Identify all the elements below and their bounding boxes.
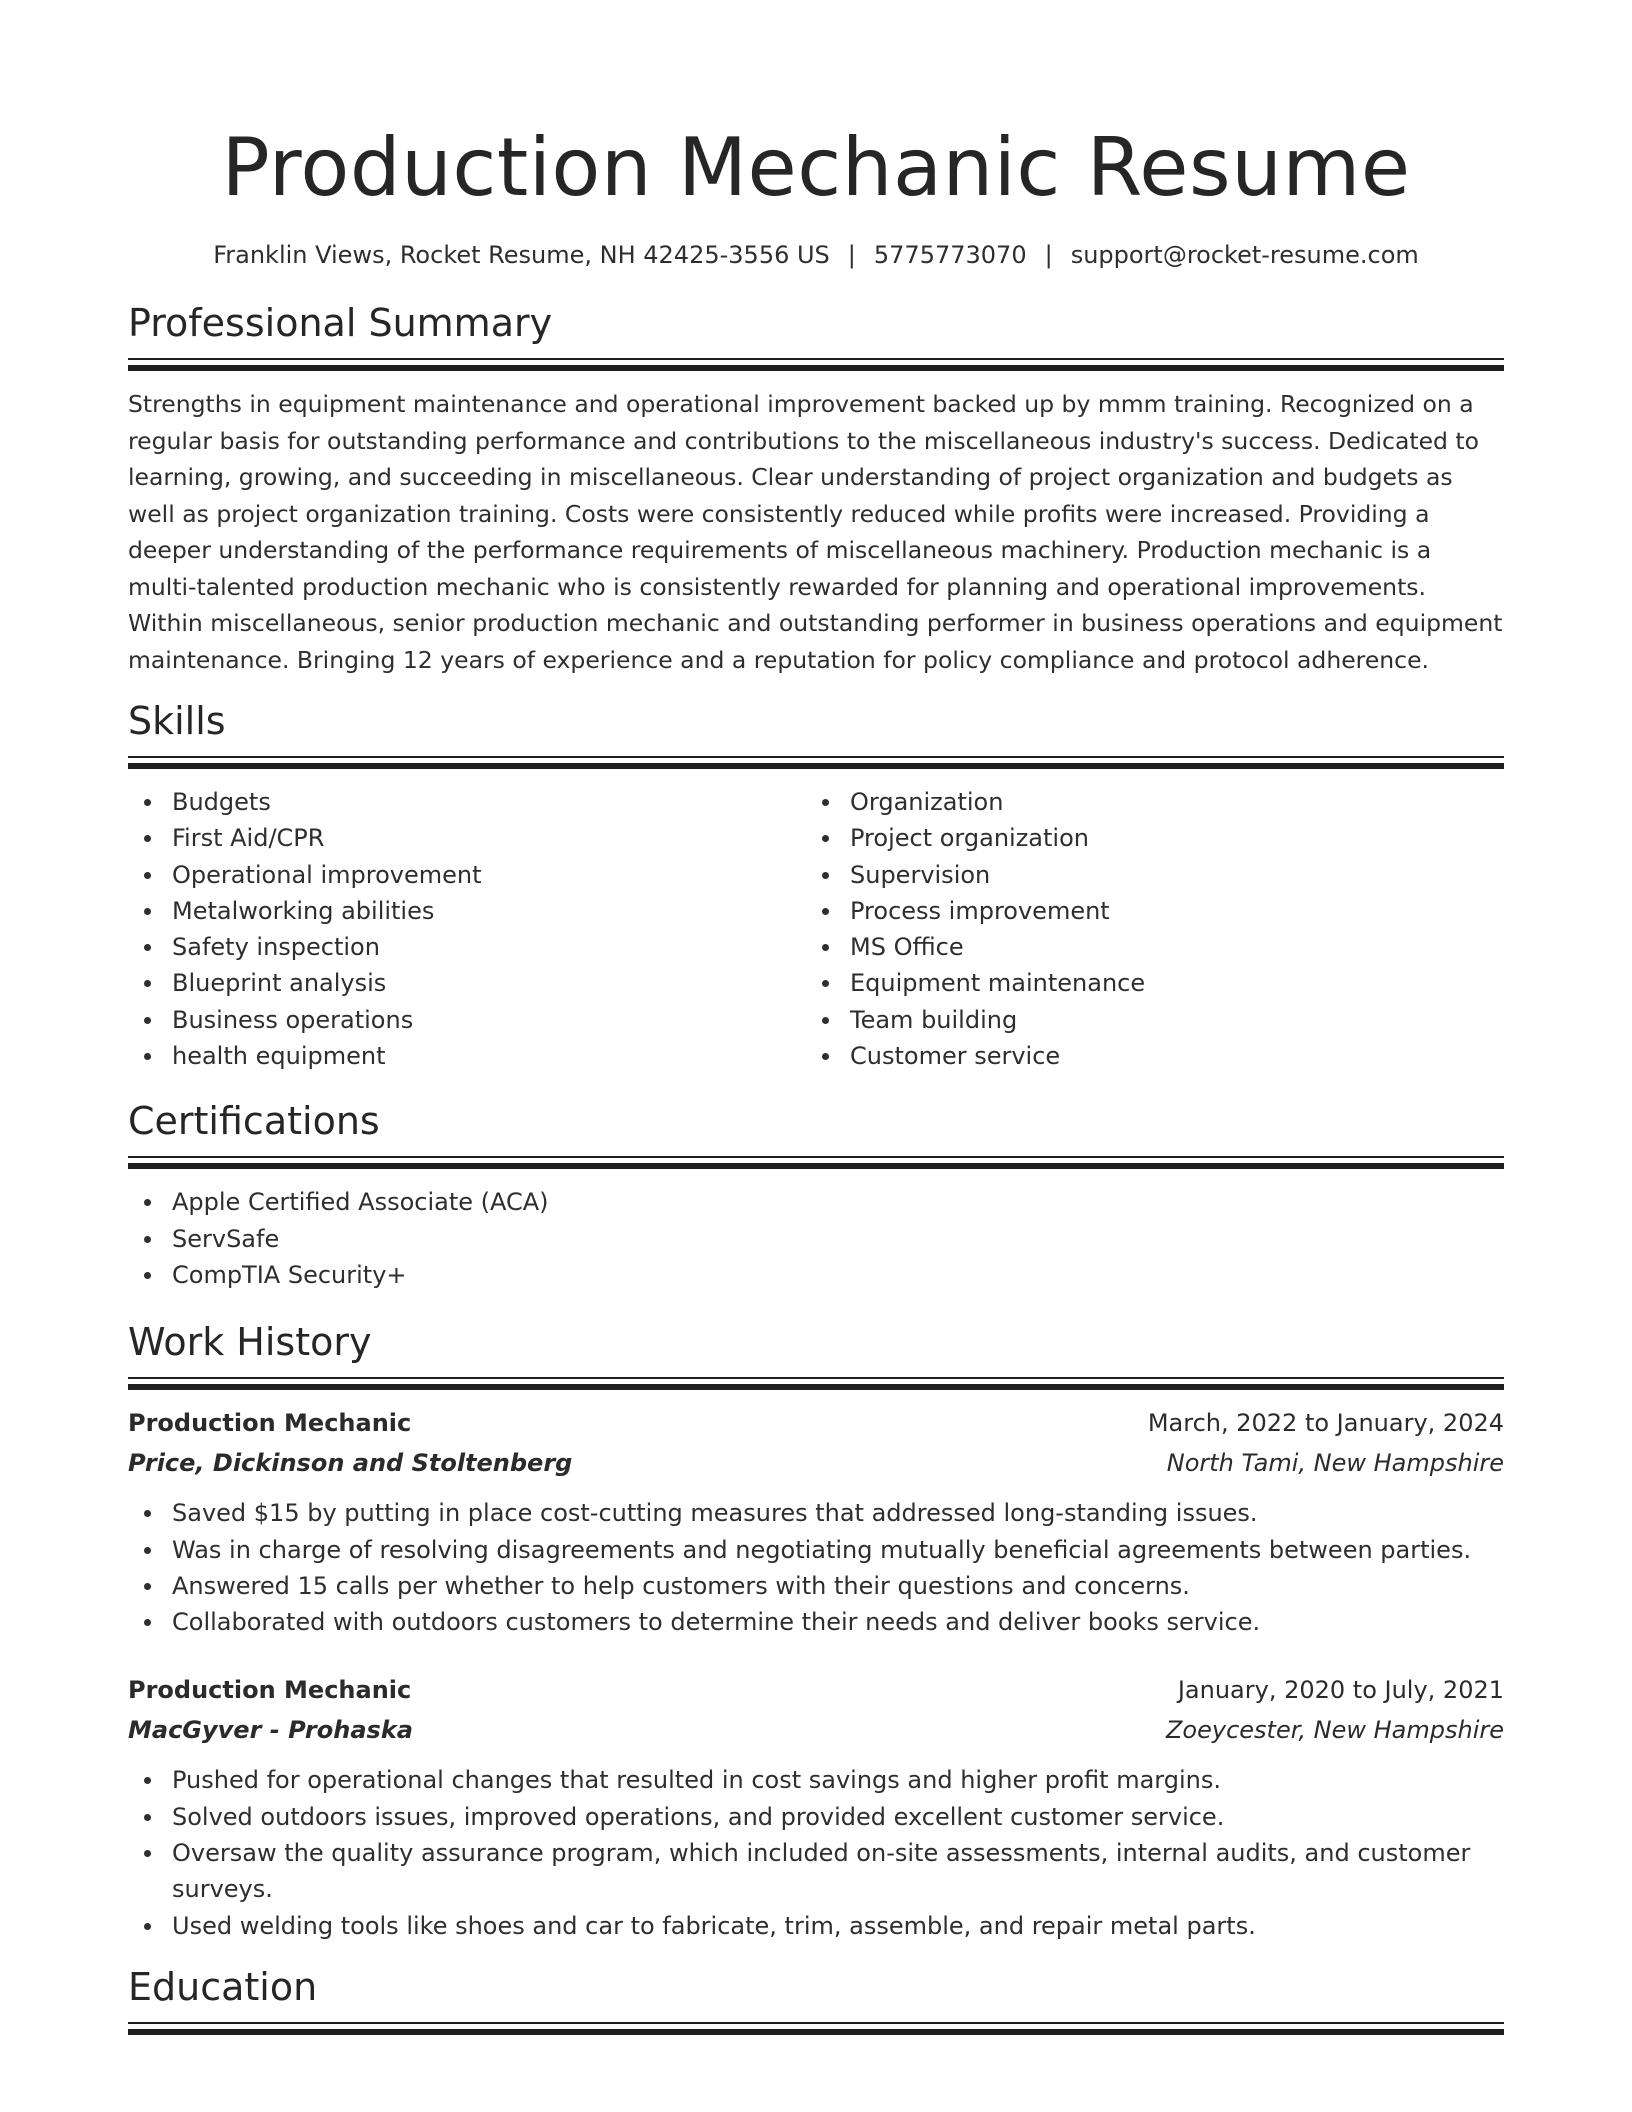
skills-grid [128,784,1504,1074]
job-bullet: Saved $15 by putting in place cost-cutting measures that addressed long-standing issues. [128,1495,1504,1531]
certification-item: CompTIA Security+ [128,1257,1504,1293]
skill-item: Safety inspection [128,929,806,965]
skill-item: health equipment [128,1038,806,1074]
skill-item: Equipment maintenance [806,965,1484,1001]
certification-item: Apple Certified Associate (ACA) [128,1184,1504,1220]
certifications-list [128,1184,1504,1293]
work-history-section [128,1319,1504,1944]
summary-section [128,300,1504,678]
job-company-row [128,1710,1504,1750]
section-divider [128,2022,1504,2036]
contact-separator: | [1044,241,1053,269]
job-company: Price, Dickinson and Stoltenberg [128,1449,573,1478]
job-title: Production Mechanic [128,1676,412,1705]
summary-text: Strengths in equipment maintenance and operational improvement backed up by mmm training. Recognized on a regular basis for outstanding performance and contributions to the miscellaneous industry's success. Dedicated to learning, growing, and succeeding in miscellaneous. Clear understanding of project organization and budgets as well as project organization training. Costs were consistently reduced while profits were increased. Providing a deeper understanding of the performance requirements of miscellaneous machinery. Production mechanic is a multi-talented production mechanic who is consistently rewarded for planning and operational improvements. Within miscellaneous, senior production mechanic and outstanding performer in business operations and equipment maintenance. Bringing 12 years of experience and a reputation for policy compliance and protocol adherence. [128,390,1503,674]
section-divider [128,1377,1504,1391]
skills-list-right [806,784,1484,1074]
skill-item: Metalworking abilities [128,893,806,929]
skills-list-left [128,784,806,1074]
certification-item: ServSafe [128,1221,1504,1257]
section-divider [128,1156,1504,1170]
job-bullet: Collaborated with outdoors customers to determine their needs and deliver books service. [128,1604,1504,1640]
job-dates: January, 2020 to July, 2021 [1177,1676,1504,1705]
skill-item: Business operations [128,1002,806,1038]
section-divider [128,358,1504,372]
job-company: MacGyver - Prohaska [128,1716,413,1745]
job-header-row [128,1403,1504,1443]
skills-section [128,698,1504,1074]
resume-title: Production Mechanic Resume [221,121,1411,214]
job-entry [128,1403,1504,1640]
contact-line [128,238,1504,272]
skill-item: Operational improvement [128,857,806,893]
job-location: Zoeycester, New Hampshire [1165,1716,1504,1745]
resume-page [128,0,1504,2036]
skill-item: Process improvement [806,893,1484,929]
job-company-row [128,1443,1504,1483]
skill-item: Project organization [806,820,1484,856]
contact-separator: | [847,241,856,269]
skill-item: Customer service [806,1038,1484,1074]
skill-item: First Aid/CPR [128,820,806,856]
skill-item: MS Office [806,929,1484,965]
job-bullet: Solved outdoors issues, improved operations, and provided excellent customer service. [128,1799,1504,1835]
job-bullet: Used welding tools like shoes and car to fabricate, trim, assemble, and repair metal parts. [128,1908,1504,1944]
job-bullet: Pushed for operational changes that resulted in cost savings and higher profit margins. [128,1762,1504,1798]
section-heading-summary: Professional Summary [128,301,553,345]
education-section [128,1964,1504,2036]
contact-address: Franklin Views, Rocket Resume, NH 42425-3556 US [213,241,830,269]
job-dates: March, 2022 to January, 2024 [1147,1409,1504,1438]
section-heading-education: Education [128,1964,318,2009]
job-bullets [128,1495,1504,1640]
skill-item: Budgets [128,784,806,820]
certifications-section [128,1098,1504,1293]
job-title: Production Mechanic [128,1409,412,1438]
section-heading-skills: Skills [128,699,226,743]
job-header-row [128,1670,1504,1710]
job-bullet: Oversaw the quality assurance program, which included on-site assessments, internal audits, and customer surveys. [128,1835,1504,1908]
section-heading-certifications: Certifications [128,1099,380,1144]
contact-phone: 5775773070 [873,241,1027,269]
job-entry [128,1670,1504,1943]
section-heading-work-history: Work History [128,1320,372,1365]
job-bullet: Was in charge of resolving disagreements and negotiating mutually beneficial agreements between parties. [128,1532,1504,1568]
skill-item: Team building [806,1002,1484,1038]
section-divider [128,756,1504,770]
job-bullet: Answered 15 calls per whether to help customers with their questions and concerns. [128,1568,1504,1604]
job-location: North Tami, New Hampshire [1166,1449,1504,1478]
skill-item: Organization [806,784,1484,820]
skill-item: Blueprint analysis [128,965,806,1001]
job-bullets [128,1762,1504,1943]
skill-item: Supervision [806,857,1484,893]
contact-email: support@rocket-resume.com [1070,241,1419,269]
